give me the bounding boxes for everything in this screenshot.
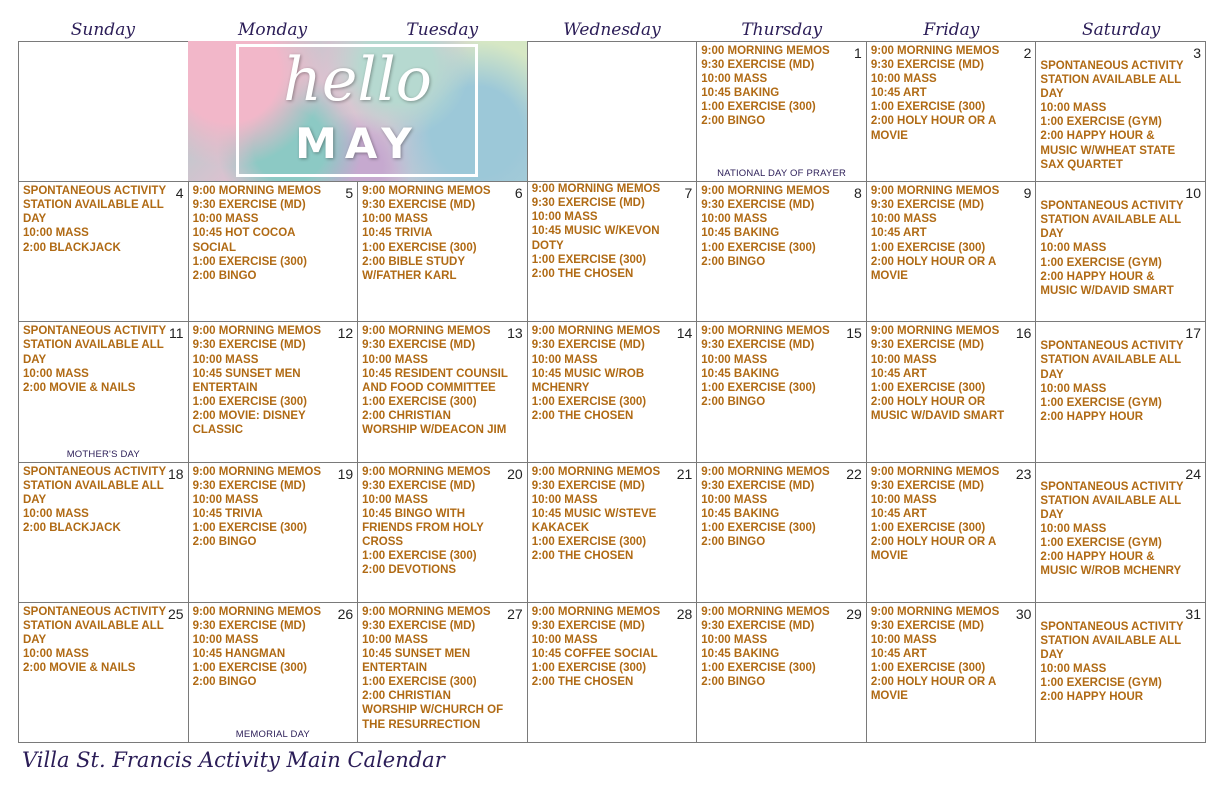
event-item: 10:00 MASS xyxy=(870,213,937,226)
event-item: SPONTANEOUS ACTIVITY STATION AVAILABLE ALL DAY xyxy=(23,465,166,506)
event-item: 1:00 EXERCISE (300) xyxy=(701,521,816,534)
event-item: 9:00 MORNING MEMOS xyxy=(870,465,1000,478)
event-item: 10:00 MASS xyxy=(192,493,259,506)
day-cell-13 xyxy=(358,322,528,462)
event-item: 10:00 MASS xyxy=(192,633,259,646)
day-cell-28 xyxy=(528,603,698,743)
event-list xyxy=(528,182,697,281)
day-cell-17 xyxy=(1036,322,1206,462)
event-item: 9:30 EXERCISE (MD) xyxy=(870,339,984,352)
event-item: 1:00 EXERCISE (300) xyxy=(531,536,647,549)
event-item: 1:00 EXERCISE (300) xyxy=(531,253,647,266)
event-item: 1:00 EXERCISE (300) xyxy=(192,255,307,268)
day-number: 4 xyxy=(175,185,184,202)
day-number: 10 xyxy=(1185,185,1201,202)
event-item: 9:00 MORNING MEMOS xyxy=(701,605,830,618)
event-item: 9:30 EXERCISE (MD) xyxy=(531,197,645,210)
event-item: 9:00 MORNING MEMOS xyxy=(870,605,1000,618)
day-cell-23 xyxy=(867,463,1037,603)
event-item: 10:45 ART xyxy=(870,648,927,661)
day-number: 9 xyxy=(1023,185,1032,202)
event-item: 10:45 BAKING xyxy=(701,87,780,100)
day-number: 12 xyxy=(337,325,354,342)
day-number: 11 xyxy=(169,325,184,342)
day-number: 3 xyxy=(1193,45,1201,61)
event-item: 9:30 EXERCISE (MD) xyxy=(362,339,476,352)
day-number: 15 xyxy=(846,325,862,342)
event-item: 1:00 EXERCISE (GYM) xyxy=(1040,256,1162,269)
event-list xyxy=(867,42,1020,143)
event-item: 9:00 MORNING MEMOS xyxy=(531,325,661,338)
event-item: 10:00 MASS xyxy=(701,353,768,366)
event-item: 1:00 EXERCISE (300) xyxy=(870,521,986,534)
event-item: 10:45 ART xyxy=(870,227,927,240)
event-list xyxy=(697,42,850,129)
event-item: 9:30 EXERCISE (MD) xyxy=(531,619,645,632)
event-item: 9:00 MORNING MEMOS xyxy=(362,325,491,338)
event-item: 10:00 MASS xyxy=(531,211,598,224)
day-number: 30 xyxy=(1015,605,1032,622)
event-item: 2:00 BINGO xyxy=(701,676,766,689)
event-item: 1:00 EXERCISE (300) xyxy=(701,662,816,675)
weekday-header: Thursday xyxy=(741,20,823,40)
event-item: 2:00 HOLY HOUR OR A MOVIE xyxy=(870,255,996,282)
event-item: 2:00 MOVIE & NAILS xyxy=(23,662,136,675)
event-item: 2:00 BLACKJACK xyxy=(23,521,121,534)
day-cell-27 xyxy=(358,603,528,743)
event-item: 10:00 MASS xyxy=(23,507,89,520)
event-item: 10:00 MASS xyxy=(1040,382,1107,395)
event-item: 2:00 THE CHOSEN xyxy=(531,409,634,422)
event-item: 10:45 RESIDENT COUNSIL AND FOOD COMMITTEE xyxy=(362,367,508,394)
event-item: 9:00 MORNING MEMOS xyxy=(870,325,1000,338)
day-cell-6 xyxy=(358,182,528,322)
event-item: 1:00 EXERCISE (300) xyxy=(701,241,816,254)
day-cell-8 xyxy=(697,182,867,322)
event-list xyxy=(358,603,511,732)
event-item: 9:00 MORNING MEMOS xyxy=(362,605,491,618)
event-item: 9:30 EXERCISE (MD) xyxy=(531,339,645,352)
day-cell-15 xyxy=(697,322,867,462)
event-list xyxy=(1036,182,1193,298)
event-item: 2:00 BINGO xyxy=(701,255,766,268)
event-item: 10:45 SUNSET MEN ENTERTAIN xyxy=(362,648,471,675)
event-item: 1:00 EXERCISE (300) xyxy=(192,662,307,675)
event-item: 1:00 EXERCISE (300) xyxy=(362,395,477,408)
event-item: 1:00 EXERCISE (GYM) xyxy=(1040,536,1162,549)
event-item: 1:00 EXERCISE (300) xyxy=(531,395,647,408)
event-item: SPONTANEOUS ACTIVITY STATION AVAILABLE ALL DAY xyxy=(1040,620,1184,661)
event-item: 2:00 BIBLE STUDY W/FATHER KARL xyxy=(362,255,465,282)
event-item: 9:30 EXERCISE (MD) xyxy=(701,339,815,352)
weekday-header: Saturday xyxy=(1081,20,1161,40)
event-item: 10:45 TRIVIA xyxy=(362,227,433,240)
event-item: 9:00 MORNING MEMOS xyxy=(362,465,491,478)
day-number: 18 xyxy=(167,465,184,482)
day-cell-18 xyxy=(19,463,189,603)
day-cell-4 xyxy=(19,182,189,322)
day-cell-5 xyxy=(189,182,359,322)
holiday-note: MEMORIAL DAY xyxy=(235,728,310,740)
event-item: 9:00 MORNING MEMOS xyxy=(362,185,491,198)
event-item: 10:00 MASS xyxy=(870,633,937,646)
event-item: 10:45 BAKING xyxy=(701,507,780,520)
event-item: 1:00 EXERCISE (300) xyxy=(362,241,477,254)
event-item: 2:00 HOLY HOUR OR A MOVIE xyxy=(870,115,996,142)
event-item: 9:30 EXERCISE (MD) xyxy=(870,199,984,212)
day-cell-16 xyxy=(867,322,1037,462)
event-item: 2:00 HAPPY HOUR & MUSIC W/DAVID SMART xyxy=(1040,270,1174,297)
event-item: 1:00 EXERCISE (300) xyxy=(870,662,986,675)
day-cell-3 xyxy=(1036,42,1206,182)
day-cell-9 xyxy=(867,182,1037,322)
event-item: 9:30 EXERCISE (MD) xyxy=(870,619,984,632)
event-item: 1:00 EXERCISE (GYM) xyxy=(1040,116,1162,129)
day-cell-12 xyxy=(189,322,359,462)
day-number: 5 xyxy=(345,185,354,202)
event-item: 10:00 MASS xyxy=(870,73,937,86)
event-list xyxy=(189,182,342,283)
event-item: 10:45 MUSIC W/ROB MCHENRY xyxy=(531,367,645,394)
event-item: 9:00 MORNING MEMOS xyxy=(701,465,830,478)
event-item: 10:45 HOT COCOA SOCIAL xyxy=(192,227,296,254)
day-cell-21 xyxy=(528,463,698,603)
day-number: 29 xyxy=(846,605,862,622)
event-list xyxy=(19,603,172,675)
event-item: 10:45 BAKING xyxy=(701,227,780,240)
event-list xyxy=(528,463,681,564)
day-cell-25 xyxy=(19,603,189,743)
day-number: 6 xyxy=(514,185,523,202)
event-item: 1:00 EXERCISE (300) xyxy=(362,676,477,689)
event-item: 2:00 HOLY HOUR OR A MOVIE xyxy=(870,676,996,703)
event-list xyxy=(867,463,1020,564)
event-item: 9:30 EXERCISE (MD) xyxy=(362,619,476,632)
event-list xyxy=(867,182,1020,283)
event-item: 10:00 MASS xyxy=(192,213,259,226)
event-item: 10:00 MASS xyxy=(1040,242,1107,255)
day-number: 21 xyxy=(676,465,693,482)
event-item: 10:45 ART xyxy=(870,507,927,520)
event-item: 1:00 EXERCISE (GYM) xyxy=(1040,677,1162,690)
event-item: 9:00 MORNING MEMOS xyxy=(192,185,321,198)
event-item: SPONTANEOUS ACTIVITY STATION AVAILABLE ALL DAY xyxy=(23,605,166,646)
event-item: 9:30 EXERCISE (MD) xyxy=(531,479,645,492)
event-item: 9:00 MORNING MEMOS xyxy=(870,45,1000,57)
event-item: 2:00 BINGO xyxy=(701,536,766,549)
event-item: SPONTANEOUS ACTIVITY STATION AVAILABLE ALL DAY xyxy=(23,325,166,366)
event-item: 10:00 MASS xyxy=(23,367,89,380)
event-list xyxy=(528,603,681,690)
event-item: 9:00 MORNING MEMOS xyxy=(192,325,321,338)
event-item: 10:45 HANGMAN xyxy=(192,648,286,661)
day-number: 16 xyxy=(1015,325,1032,342)
day-cell-19 xyxy=(189,463,359,603)
day-cell-11 xyxy=(19,322,189,462)
event-item: 10:00 MASS xyxy=(362,633,428,646)
event-item: 9:00 MORNING MEMOS xyxy=(531,183,661,196)
event-item: 2:00 MOVIE: DISNEY CLASSIC xyxy=(192,409,306,437)
event-item: 10:45 SUNSET MEN ENTERTAIN xyxy=(192,367,301,394)
holiday-note: NATIONAL DAY OF PRAYER xyxy=(717,168,847,180)
event-item: 2:00 MOVIE & NAILS xyxy=(23,381,136,394)
holiday-note: MOTHER'S DAY xyxy=(66,448,140,460)
event-item: 10:00 MASS xyxy=(701,213,768,226)
event-item: 10:45 COFFEE SOCIAL xyxy=(531,648,658,661)
event-list xyxy=(697,182,850,269)
event-item: 10:45 ART xyxy=(870,367,927,380)
event-list xyxy=(697,603,850,690)
day-number: 20 xyxy=(507,465,523,482)
event-item: 2:00 HAPPY HOUR & MUSIC W/WHEAT STATE SAX QUARTET xyxy=(1040,130,1176,171)
weekday-header: Monday xyxy=(237,20,308,40)
event-item: 9:30 EXERCISE (MD) xyxy=(362,479,476,492)
event-item: 10:00 MASS xyxy=(870,353,937,366)
day-cell-2 xyxy=(867,42,1037,182)
event-list xyxy=(19,463,172,535)
event-item: 2:00 DEVOTIONS xyxy=(362,564,457,577)
event-item: 9:30 EXERCISE (MD) xyxy=(192,619,306,632)
event-item: 2:00 BINGO xyxy=(701,395,766,408)
event-item: 10:00 MASS xyxy=(192,353,259,366)
event-item: 10:45 BINGO WITH FRIENDS FROM HOLY CROSS xyxy=(362,507,484,549)
event-item: 2:00 BINGO xyxy=(701,115,766,128)
event-item: 2:00 BINGO xyxy=(192,676,257,689)
day-cell-26 xyxy=(189,603,359,743)
weekday-header: Sunday xyxy=(70,20,135,40)
event-item: 9:30 EXERCISE (MD) xyxy=(870,59,984,72)
event-item: 9:30 EXERCISE (MD) xyxy=(701,199,815,212)
event-item: 1:00 EXERCISE (300) xyxy=(192,521,307,534)
event-item: 2:00 THE CHOSEN xyxy=(531,267,634,280)
event-list xyxy=(1036,463,1193,579)
event-item: 2:00 BLACKJACK xyxy=(23,241,121,254)
day-cell-22 xyxy=(697,463,867,603)
day-number: 26 xyxy=(337,605,354,622)
empty-day-cell xyxy=(528,42,698,182)
event-item: 9:30 EXERCISE (MD) xyxy=(362,199,476,212)
banner-hello-text: hello xyxy=(283,45,432,115)
event-item: 10:45 ART xyxy=(870,87,927,100)
event-item: 1:00 EXERCISE (300) xyxy=(870,241,986,254)
event-item: 10:00 MASS xyxy=(1040,663,1107,676)
event-item: 10:00 MASS xyxy=(701,493,768,506)
event-item: 9:30 EXERCISE (MD) xyxy=(192,339,306,352)
day-number: 23 xyxy=(1015,465,1032,482)
event-item: 9:00 MORNING MEMOS xyxy=(870,185,1000,198)
event-item: 2:00 THE CHOSEN xyxy=(531,550,634,563)
event-item: 1:00 EXERCISE (300) xyxy=(531,662,647,675)
day-number: 22 xyxy=(846,465,862,482)
event-item: 9:30 EXERCISE (MD) xyxy=(701,479,815,492)
event-item: 9:30 EXERCISE (MD) xyxy=(192,199,306,212)
day-cell-20 xyxy=(358,463,528,603)
event-item: SPONTANEOUS ACTIVITY STATION AVAILABLE ALL DAY xyxy=(1040,480,1184,521)
calendar-footer-title: Villa St. Francis Activity Main Calendar xyxy=(22,748,445,772)
event-list xyxy=(19,322,172,394)
event-item: 9:00 MORNING MEMOS xyxy=(701,325,830,338)
event-list xyxy=(358,463,511,578)
event-item: 10:45 MUSIC W/STEVE KAKACEK xyxy=(531,507,657,534)
day-cell-1 xyxy=(697,42,867,182)
event-item: 10:45 BAKING xyxy=(701,367,780,380)
event-item: 10:00 MASS xyxy=(1040,102,1107,115)
event-item: 9:00 MORNING MEMOS xyxy=(531,605,661,618)
event-item: 1:00 EXERCISE (300) xyxy=(362,550,477,563)
event-item: 9:00 MORNING MEMOS xyxy=(192,465,321,478)
weekday-header-row xyxy=(18,18,1206,42)
day-number: 14 xyxy=(676,325,693,342)
event-item: 10:00 MASS xyxy=(870,493,937,506)
event-list xyxy=(697,463,850,550)
event-item: 1:00 EXERCISE (300) xyxy=(192,395,307,408)
event-item: 2:00 HOLY HOUR OR A MOVIE xyxy=(870,536,996,563)
event-item: 1:00 EXERCISE (300) xyxy=(701,101,816,114)
day-number: 13 xyxy=(507,325,523,342)
event-item: 10:45 TRIVIA xyxy=(192,507,263,520)
event-list xyxy=(189,322,342,437)
event-item: 2:00 BINGO xyxy=(192,536,257,549)
event-item: 9:00 MORNING MEMOS xyxy=(701,185,830,198)
event-item: 10:00 MASS xyxy=(23,227,89,240)
event-item: 10:00 MASS xyxy=(362,493,428,506)
event-item: 9:30 EXERCISE (MD) xyxy=(192,479,306,492)
event-item: 10:00 MASS xyxy=(362,213,428,226)
event-item: 2:00 HOLY HOUR OR MUSIC W/DAVID SMART xyxy=(870,395,1005,422)
event-item: 2:00 HAPPY HOUR xyxy=(1040,691,1144,704)
day-cell-7 xyxy=(528,182,698,322)
event-list xyxy=(189,603,342,690)
event-item: 9:00 MORNING MEMOS xyxy=(531,465,661,478)
weekday-header: Friday xyxy=(923,20,980,40)
event-list xyxy=(358,322,511,437)
event-item: SPONTANEOUS ACTIVITY STATION AVAILABLE ALL DAY xyxy=(1040,60,1184,101)
event-list xyxy=(19,182,172,254)
event-list xyxy=(867,322,1020,423)
day-cell-10 xyxy=(1036,182,1206,322)
event-list xyxy=(358,182,511,283)
event-list xyxy=(1036,42,1193,172)
event-item: 2:00 CHRISTIAN WORSHIP W/CHURCH OF THE RESURRECTION xyxy=(362,690,504,731)
event-list xyxy=(1036,603,1193,705)
event-item: SPONTANEOUS ACTIVITY STATION AVAILABLE ALL DAY xyxy=(1040,200,1184,241)
event-item: 2:00 HAPPY HOUR & MUSIC W/ROB MCHENRY xyxy=(1040,551,1182,578)
event-item: 9:30 EXERCISE (MD) xyxy=(701,619,815,632)
event-item: 2:00 THE CHOSEN xyxy=(531,676,634,689)
weekday-header: Tuesday xyxy=(406,20,479,40)
day-number: 7 xyxy=(684,185,693,202)
day-number: 27 xyxy=(507,605,523,622)
event-list xyxy=(697,322,850,409)
event-item: SPONTANEOUS ACTIVITY STATION AVAILABLE ALL DAY xyxy=(1040,340,1184,381)
day-cell-29 xyxy=(697,603,867,743)
event-list xyxy=(1036,322,1193,424)
day-number: 31 xyxy=(1185,605,1201,622)
event-item: 10:00 MASS xyxy=(701,73,768,86)
event-item: 10:45 BAKING xyxy=(701,648,780,661)
day-cell-14 xyxy=(528,322,698,462)
event-item: 9:30 EXERCISE (MD) xyxy=(701,59,815,72)
empty-day-cell xyxy=(19,42,189,182)
day-cell-24 xyxy=(1036,463,1206,603)
event-item: 10:00 MASS xyxy=(701,633,768,646)
event-item: 1:00 EXERCISE (300) xyxy=(870,381,986,394)
event-item: 10:00 MASS xyxy=(531,633,598,646)
event-item: 10:00 MASS xyxy=(1040,522,1107,535)
hello-may-banner-image xyxy=(188,41,527,181)
event-list xyxy=(528,322,681,423)
event-item: 2:00 BINGO xyxy=(192,269,257,282)
event-item: 2:00 CHRISTIAN WORSHIP W/DEACON JIM xyxy=(362,409,507,437)
event-item: 1:00 EXERCISE (300) xyxy=(870,101,986,114)
event-item: 9:00 MORNING MEMOS xyxy=(192,605,321,618)
day-number: 8 xyxy=(854,185,862,202)
event-item: 9:00 MORNING MEMOS xyxy=(701,45,830,57)
event-item: 9:30 EXERCISE (MD) xyxy=(870,479,984,492)
day-cell-31 xyxy=(1036,603,1206,743)
event-list xyxy=(867,603,1020,704)
event-item: 10:00 MASS xyxy=(531,353,598,366)
event-item: 10:00 MASS xyxy=(362,353,428,366)
event-item: 1:00 EXERCISE (300) xyxy=(701,381,816,394)
event-item: 10:00 MASS xyxy=(23,648,89,661)
day-cell-30 xyxy=(867,603,1037,743)
event-item: 10:00 MASS xyxy=(531,493,598,506)
event-item: 1:00 EXERCISE (GYM) xyxy=(1040,396,1162,409)
day-number: 2 xyxy=(1023,45,1032,61)
day-number: 25 xyxy=(167,605,184,622)
day-number: 28 xyxy=(676,605,693,622)
day-number: 19 xyxy=(337,465,354,482)
event-item: SPONTANEOUS ACTIVITY STATION AVAILABLE ALL DAY xyxy=(23,185,166,226)
day-number: 1 xyxy=(854,45,862,61)
day-number: 24 xyxy=(1185,465,1201,482)
weekday-header: Wednesday xyxy=(563,20,661,40)
banner-month-text: MAY xyxy=(295,119,420,168)
event-item: 2:00 HAPPY HOUR xyxy=(1040,410,1144,423)
event-list xyxy=(189,463,342,550)
event-item: 10:45 MUSIC W/KEVON DOTY xyxy=(531,225,660,252)
day-number: 17 xyxy=(1185,325,1201,342)
